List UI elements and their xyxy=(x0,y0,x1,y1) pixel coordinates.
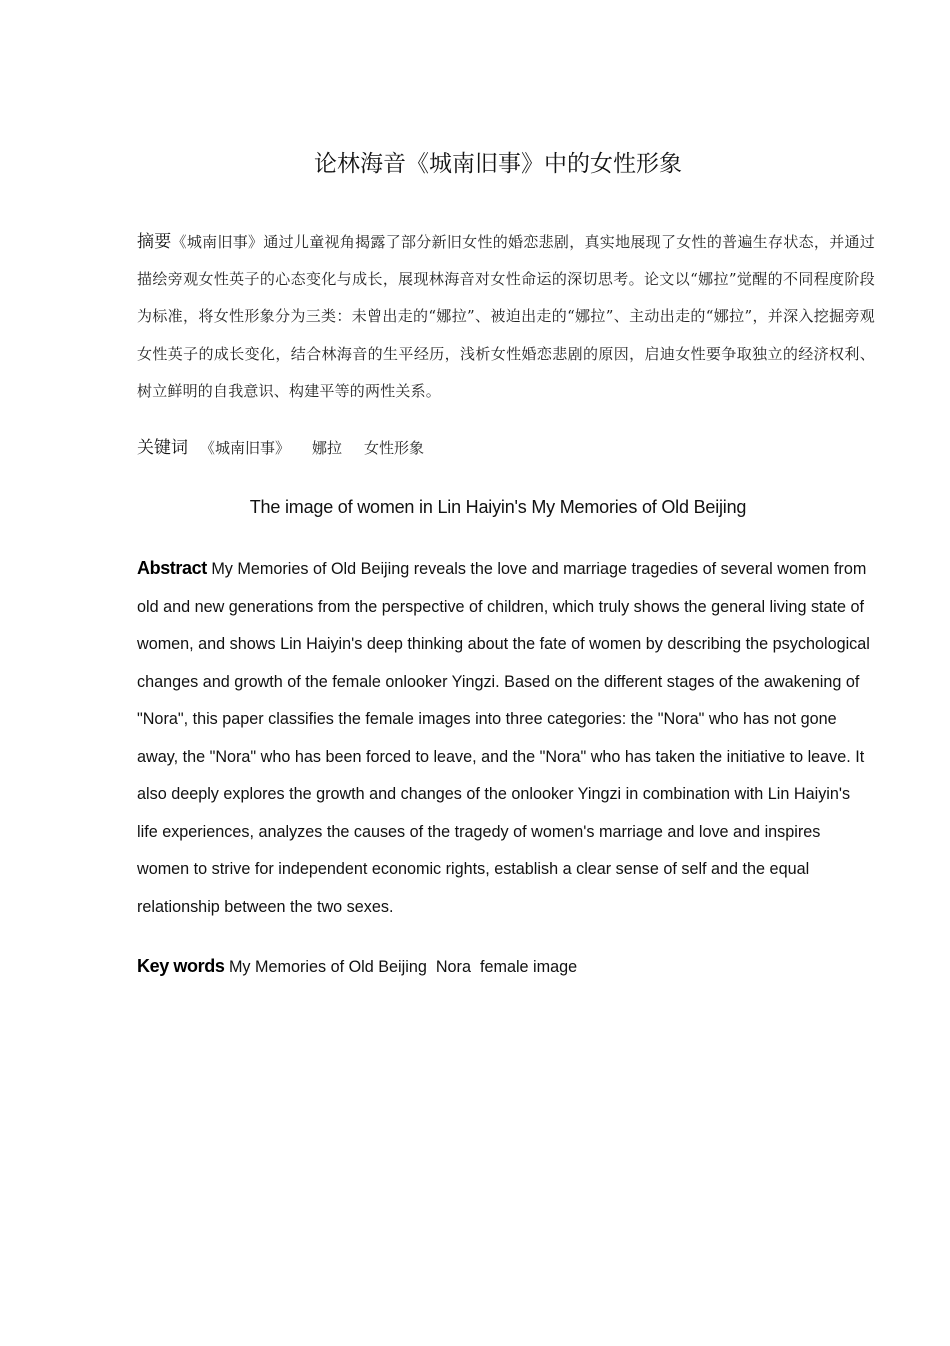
english-keywords-label: Key words xyxy=(137,956,225,976)
chinese-abstract-text: 《城南旧事》通过儿童视角揭露了部分新旧女性的婚恋悲剧，真实地展现了女性的普遍生存状态，并通过描绘旁观女性英子的心态变化与成长，展现林海音对女性命运的深切思考。论文以“娜拉”觉醒的不同程度阶段为标准，将女性形象分为三类：未曾出走的“娜拉”、被迫出走的“娜拉”、主动出走的“娜拉”，并深入挖掘旁观女性英子的成长变化，结合林海音的生平经历，浅析女性婚恋悲剧的原因，启迪女性要争取独立的经济权利、树立鲜明的自我意识、构建平等的两性关系。 xyxy=(137,233,875,400)
chinese-abstract xyxy=(137,224,875,410)
english-keyword: My Memories of Old Beijing xyxy=(228,958,427,976)
english-abstract-label: Abstract xyxy=(137,558,207,578)
chinese-keywords-label: 关键词 xyxy=(137,438,188,458)
english-keyword: Nora xyxy=(435,958,471,976)
english-keywords xyxy=(137,950,877,983)
english-abstract xyxy=(137,550,872,926)
english-abstract-text: My Memories of Old Beijing reveals the love and marriage tragedies of several women from old and new generations from the perspective of children, which truly shows the general living state of women, and shows Lin Haiyin's deep thinking about the fate of women by describing the psychological changes and growth of the female onlooker Yingzi. Based on the different stages of the awakening of "Nora", this paper classifies the female images into three categories: the "Nora" who has not gone away, the "Nora" who has been forced to leave, and the "Nora" who has taken the initiative to leave. It also deeply explores the growth and changes of the onlooker Yingzi in combination with Lin Haiyin's life experiences, analyzes the causes of the tragedy of women's marriage and love and inspires women to strive for independent economic rights, establish a clear sense of self and the equal relationship between the two sexes. xyxy=(137,560,870,916)
chinese-keyword: 《城南旧事》 xyxy=(200,439,291,457)
chinese-keyword: 女性形象 xyxy=(364,439,425,457)
chinese-title: 论林海音《城南旧事》中的女性形象 xyxy=(314,151,682,177)
english-title: The image of women in Lin Haiyin's My Memories of Old Beijing xyxy=(249,497,747,517)
chinese-abstract-label: 摘要 xyxy=(137,232,172,252)
chinese-keyword: 娜拉 xyxy=(312,439,343,457)
chinese-keywords xyxy=(137,432,877,464)
english-keyword: female image xyxy=(479,958,578,976)
